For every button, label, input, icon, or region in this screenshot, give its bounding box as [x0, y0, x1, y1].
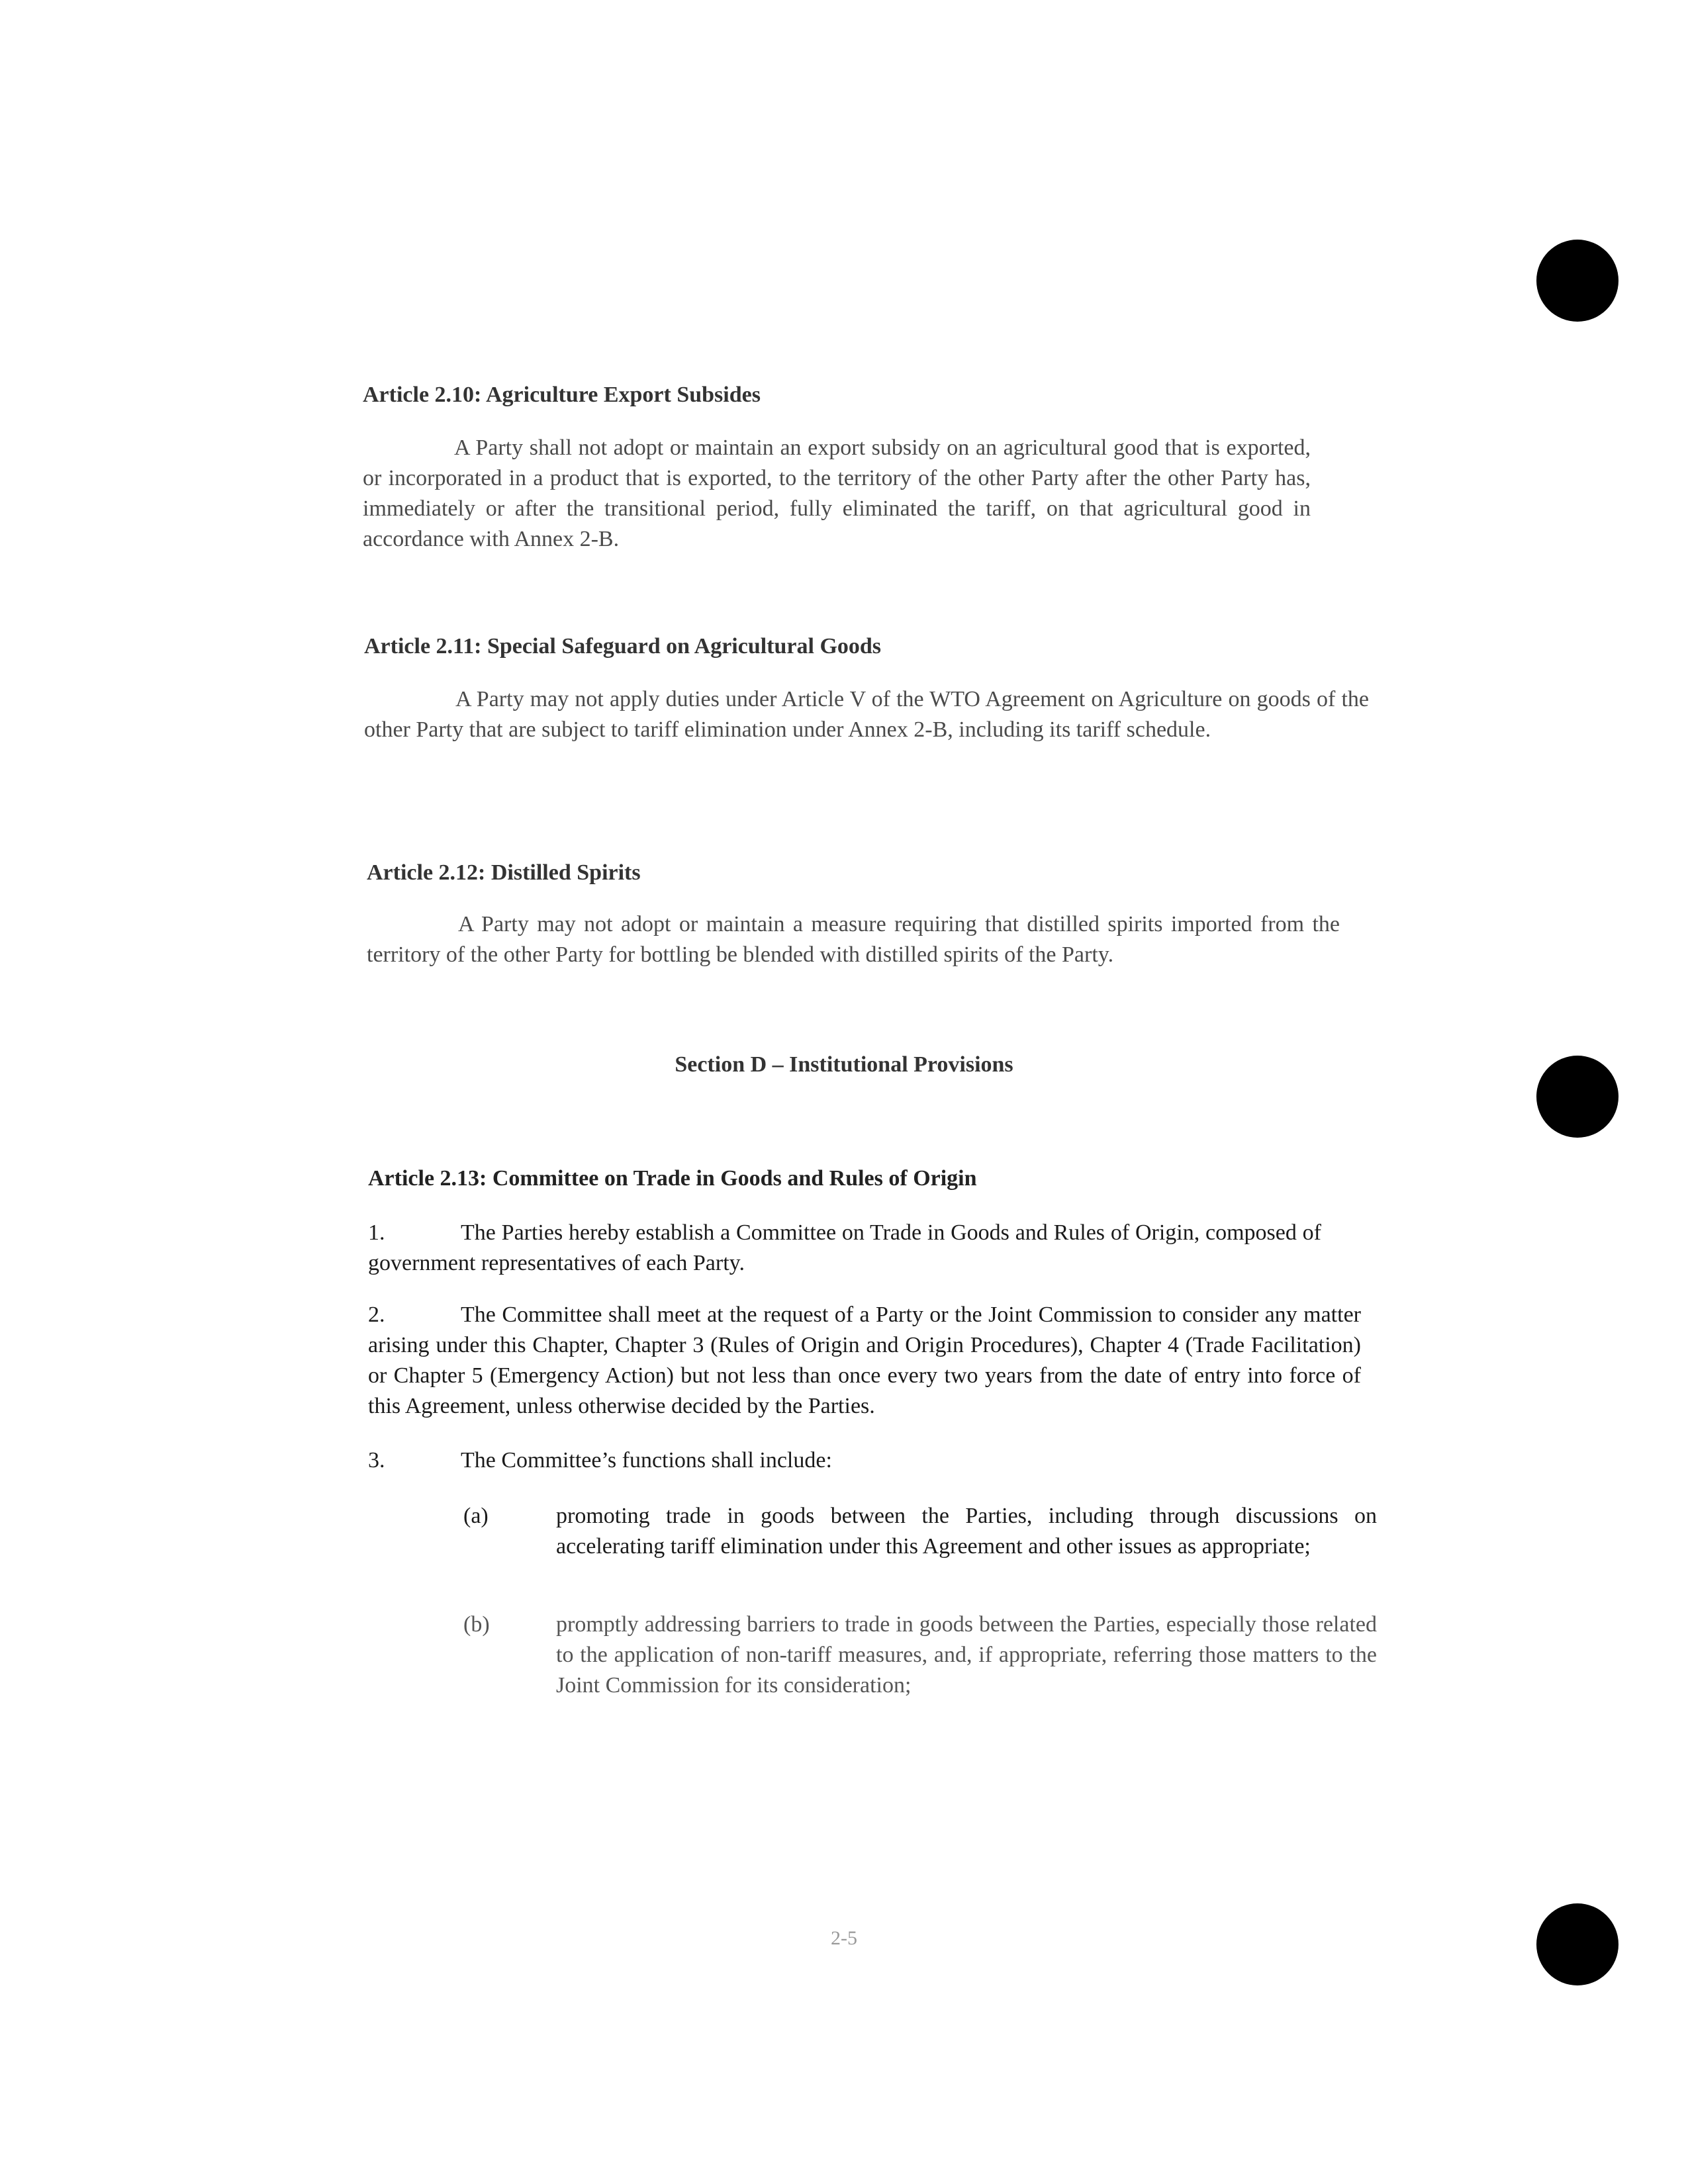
- paragraph-2: [368, 1300, 1361, 1422]
- article-2-12-heading: Article 2.12: Distilled Spirits: [367, 860, 641, 885]
- article-2-11-text: A Party may not apply duties under Article V of the WTO Agreement on Agriculture on goods of the other Party that are subject to tariff elimination under Annex 2-B, including its tariff schedule.: [364, 687, 1369, 742]
- punch-hole: [1536, 240, 1618, 322]
- paragraph-1: [368, 1218, 1321, 1279]
- paragraph-text: The Parties hereby establish a Committee on Trade in Goods and Rules of Origin, composed of government representatives of each Party.: [368, 1220, 1321, 1275]
- paragraph-text: The Committee shall meet at the request of a Party or the Joint Commission to consider any matter arising under this Chapter, Chapter 3 (Rules of Origin and Origin Procedures), Chapter 4 (Trade Facilitation) or Chapter 5 (Emergency Action) but not less than once every two years from the date of entry into force of this Agreement, unless otherwise decided by the Parties.: [368, 1302, 1361, 1418]
- paragraph-number: 2.: [368, 1302, 385, 1327]
- paragraph-number: 1.: [368, 1220, 385, 1245]
- subitem-text: promptly addressing barriers to trade in goods between the Parties, especially those related to the application of non-tariff measures, and, if appropriate, referring those matters to the Joint Commission for its consideration;: [556, 1612, 1377, 1698]
- article-2-10-text: A Party shall not adopt or maintain an export subsidy on an agricultural good that is exported, or incorporated in a product that is exported, to the territory of the other Party after the other Party has, immediately or after the transitional period, fully eliminated the tariff, on that agricultural good in accordance with Annex 2-B.: [363, 435, 1311, 551]
- paragraph-3: [368, 1445, 1321, 1476]
- article-2-12-text: A Party may not adopt or maintain a measure requiring that distilled spirits imported from the territory of the other Party for bottling be blended with distilled spirits of the Party.: [367, 912, 1340, 967]
- section-d-title: Section D – Institutional Provisions: [675, 1052, 1013, 1077]
- article-2-10-heading: Article 2.10: Agriculture Export Subsides: [363, 383, 761, 407]
- article-2-11-heading: Article 2.11: Special Safeguard on Agricultural Goods: [364, 634, 882, 659]
- subitem-label: (b): [463, 1612, 490, 1637]
- paragraph-text: The Committee’s functions shall include:: [461, 1448, 832, 1473]
- subitem-text: promoting trade in goods between the Parties, including through discussions on accelerating tariff elimination under this Agreement and other issues as appropriate;: [556, 1504, 1377, 1559]
- page-number: 2-5: [831, 1927, 857, 1949]
- article-2-13-heading: Article 2.13: Committee on Trade in Goods and Rules of Origin: [368, 1166, 977, 1191]
- subitem-label: (a): [463, 1504, 489, 1528]
- paragraph-number: 3.: [368, 1448, 385, 1473]
